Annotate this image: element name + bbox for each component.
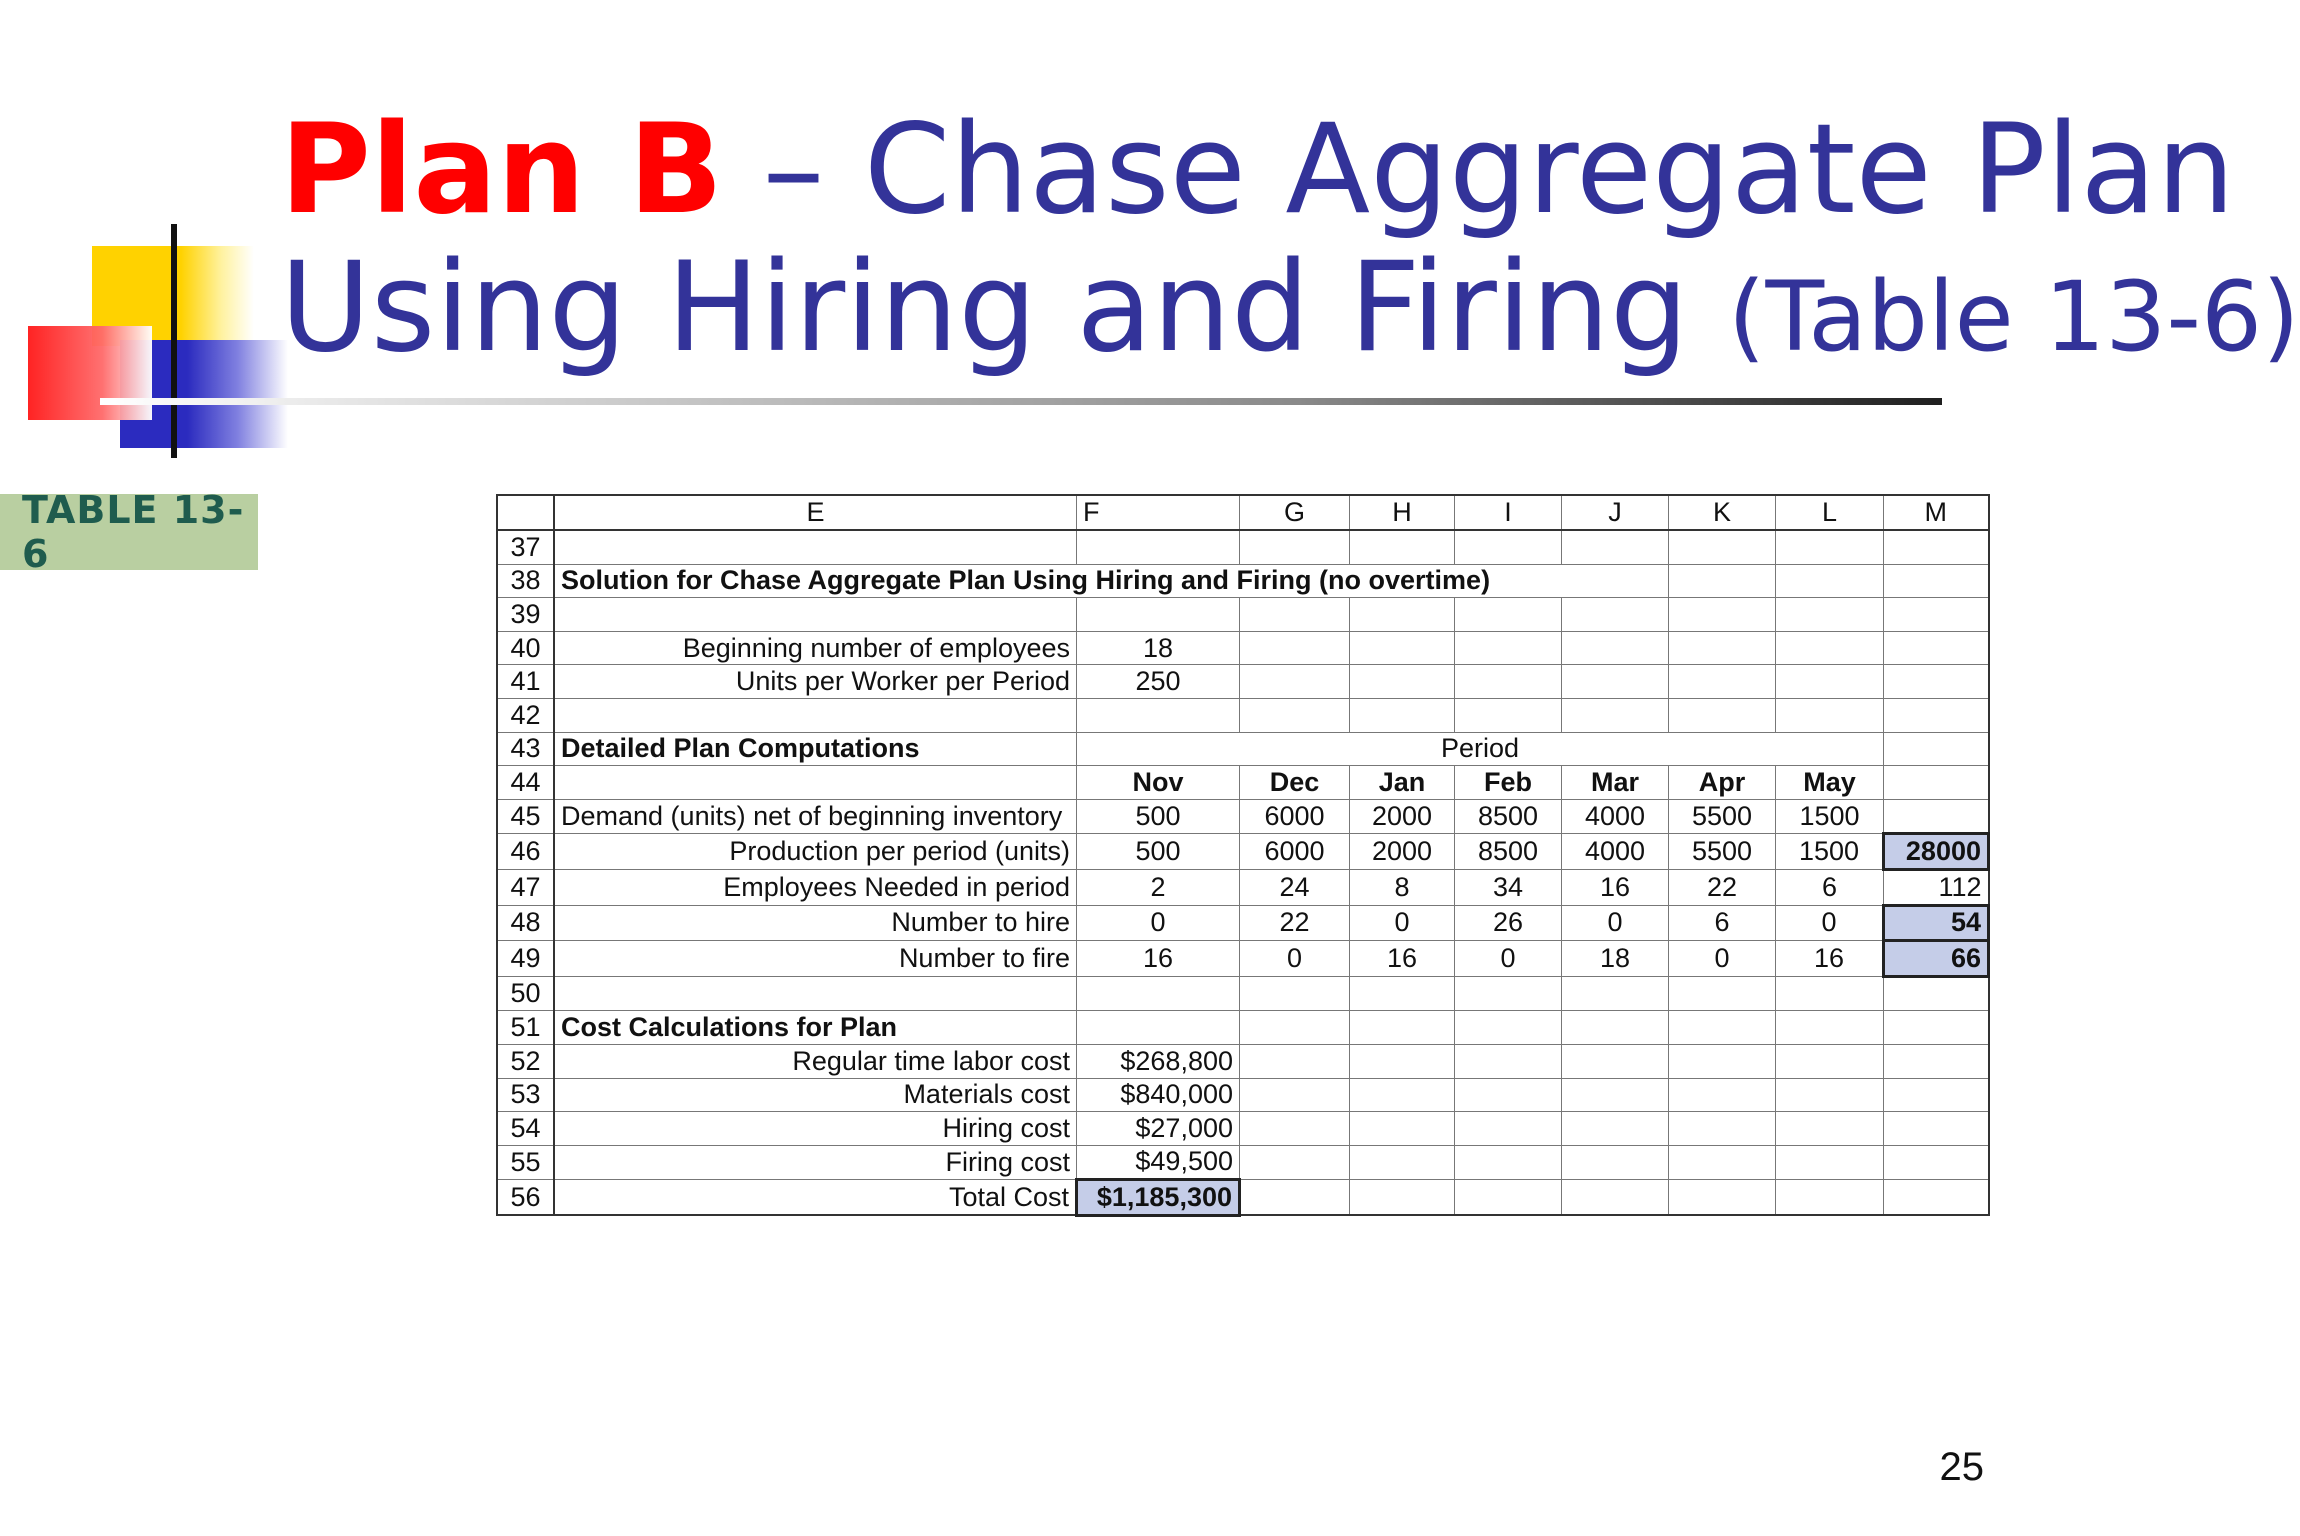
cell-value: 16 [1350, 941, 1455, 977]
cell-value: 8500 [1455, 799, 1562, 834]
row-number: 43 [497, 732, 554, 766]
spreadsheet-table [496, 494, 1990, 1217]
column-header: M [1884, 495, 1989, 530]
cell-value: 26 [1455, 905, 1562, 941]
logo-red-square [28, 326, 152, 420]
table-row [497, 698, 1989, 732]
row-number: 55 [497, 1145, 554, 1180]
row-label: Units per Worker per Period [554, 665, 1077, 699]
month-header: May [1776, 766, 1884, 800]
month-header: Nov [1077, 766, 1240, 800]
row-number: 53 [497, 1078, 554, 1112]
column-header: H [1350, 495, 1455, 530]
row-label: Firing cost [554, 1145, 1077, 1180]
cost-value: $49,500 [1077, 1145, 1240, 1180]
cell-value: 8500 [1455, 834, 1562, 870]
table-row [497, 766, 1989, 800]
cell-value: 16 [1077, 941, 1240, 977]
table-row [497, 905, 1989, 941]
title-divider [100, 398, 1942, 405]
slide-title-line-2 [280, 236, 2300, 380]
row-number: 56 [497, 1180, 554, 1216]
table-row [497, 941, 1989, 977]
solution-heading: Solution for Chase Aggregate Plan Using Hiring and Firing (no overtime) [554, 564, 1669, 598]
cell-value: 0 [1455, 941, 1562, 977]
row-number: 41 [497, 665, 554, 699]
page-number: 25 [1939, 1445, 1984, 1489]
total-fire-cell: 66 [1884, 941, 1989, 977]
cell-value: 250 [1077, 665, 1240, 699]
table-row [497, 665, 1989, 699]
table-row [497, 1180, 1989, 1216]
table-row [497, 976, 1989, 1011]
row-number: 38 [497, 564, 554, 598]
row-number: 37 [497, 530, 554, 564]
title-subtitle: Using Hiring and Firing [280, 236, 1689, 380]
section-heading: Detailed Plan Computations [554, 732, 1077, 766]
row-label: Regular time labor cost [554, 1044, 1077, 1078]
period-header: Period [1077, 732, 1884, 766]
cell-value: 6000 [1240, 799, 1350, 834]
table-row [497, 1011, 1989, 1045]
row-label: Beginning number of employees [554, 631, 1077, 665]
column-header: L [1776, 495, 1884, 530]
column-header: G [1240, 495, 1350, 530]
column-header: J [1562, 495, 1669, 530]
month-header: Apr [1669, 766, 1776, 800]
cost-value: $268,800 [1077, 1044, 1240, 1078]
month-header: Mar [1562, 766, 1669, 800]
cost-value: $27,000 [1077, 1112, 1240, 1146]
cell-value: 6000 [1240, 834, 1350, 870]
slide-title-line-1 [280, 98, 2235, 242]
row-number: 46 [497, 834, 554, 870]
month-header: Feb [1455, 766, 1562, 800]
cell-value: 5500 [1669, 834, 1776, 870]
cell-value: 5500 [1669, 799, 1776, 834]
column-header-row [497, 495, 1989, 530]
row-number: 45 [497, 799, 554, 834]
total-hire-cell: 54 [1884, 905, 1989, 941]
title-main: – Chase Aggregate Plan [723, 98, 2235, 242]
cell-value: 6 [1669, 905, 1776, 941]
cell-value: 22 [1240, 905, 1350, 941]
table-row [497, 564, 1989, 598]
cell-value: 2000 [1350, 834, 1455, 870]
row-number: 48 [497, 905, 554, 941]
table-row [497, 631, 1989, 665]
cell-value: 500 [1077, 834, 1240, 870]
row-label: Materials cost [554, 1078, 1077, 1112]
table-row [497, 869, 1989, 905]
cell-value: 0 [1240, 941, 1350, 977]
cell-value: 22 [1669, 869, 1776, 905]
row-label: Number to fire [554, 941, 1077, 977]
row-number: 52 [497, 1044, 554, 1078]
month-header: Dec [1240, 766, 1350, 800]
table-row [497, 834, 1989, 870]
table-row [497, 1078, 1989, 1112]
cell-value: 16 [1776, 941, 1884, 977]
column-header: K [1669, 495, 1776, 530]
cell-value: 500 [1077, 799, 1240, 834]
plan-b-label: Plan B [280, 98, 724, 242]
table-row [497, 1112, 1989, 1146]
row-label: Demand (units) net of beginning inventory [554, 799, 1077, 834]
total-cost-cell: $1,185,300 [1077, 1180, 1240, 1216]
cell-value: 6 [1776, 869, 1884, 905]
table-row [497, 598, 1989, 632]
cell-value: 0 [1350, 905, 1455, 941]
cell-value: 18 [1077, 631, 1240, 665]
logo-vertical-line [171, 224, 177, 458]
cell-value: 0 [1776, 905, 1884, 941]
cell-value: 0 [1562, 905, 1669, 941]
cost-value: $840,000 [1077, 1078, 1240, 1112]
row-number: 47 [497, 869, 554, 905]
section-heading: Cost Calculations for Plan [554, 1011, 1077, 1045]
table-row [497, 1145, 1989, 1180]
row-label: Hiring cost [554, 1112, 1077, 1146]
cell-value: 4000 [1562, 799, 1669, 834]
column-header: I [1455, 495, 1562, 530]
cell-value: 34 [1455, 869, 1562, 905]
column-header: E [554, 495, 1077, 530]
cell-value: 24 [1240, 869, 1350, 905]
cell-value: 2000 [1350, 799, 1455, 834]
row-label: Employees Needed in period [554, 869, 1077, 905]
corner-cell [497, 495, 554, 530]
row-number: 54 [497, 1112, 554, 1146]
cell-value: 1500 [1776, 834, 1884, 870]
table-row [497, 732, 1989, 766]
table-row [497, 799, 1989, 834]
column-header: F [1077, 495, 1240, 530]
row-number: 50 [497, 976, 554, 1011]
cell-value: 1500 [1776, 799, 1884, 834]
cell-value: 0 [1669, 941, 1776, 977]
row-number: 42 [497, 698, 554, 732]
cell-value: 0 [1077, 905, 1240, 941]
cell-value: 4000 [1562, 834, 1669, 870]
row-number: 39 [497, 598, 554, 632]
cell-value: 2 [1077, 869, 1240, 905]
table-row [497, 530, 1989, 564]
cell-value: 8 [1350, 869, 1455, 905]
total-employees-cell: 112 [1884, 869, 1989, 905]
row-number: 40 [497, 631, 554, 665]
row-number: 49 [497, 941, 554, 977]
month-header: Jan [1350, 766, 1455, 800]
row-number: 44 [497, 766, 554, 800]
row-number: 51 [497, 1011, 554, 1045]
row-label: Total Cost [554, 1180, 1077, 1216]
row-label: Number to hire [554, 905, 1077, 941]
cell-value: 16 [1562, 869, 1669, 905]
title-table-ref: (Table 13-6) [1727, 261, 2300, 373]
table-badge: TABLE 13-6 [0, 494, 258, 570]
cell-value: 18 [1562, 941, 1669, 977]
total-production-cell: 28000 [1884, 834, 1989, 870]
table-row [497, 1044, 1989, 1078]
row-label: Production per period (units) [554, 834, 1077, 870]
